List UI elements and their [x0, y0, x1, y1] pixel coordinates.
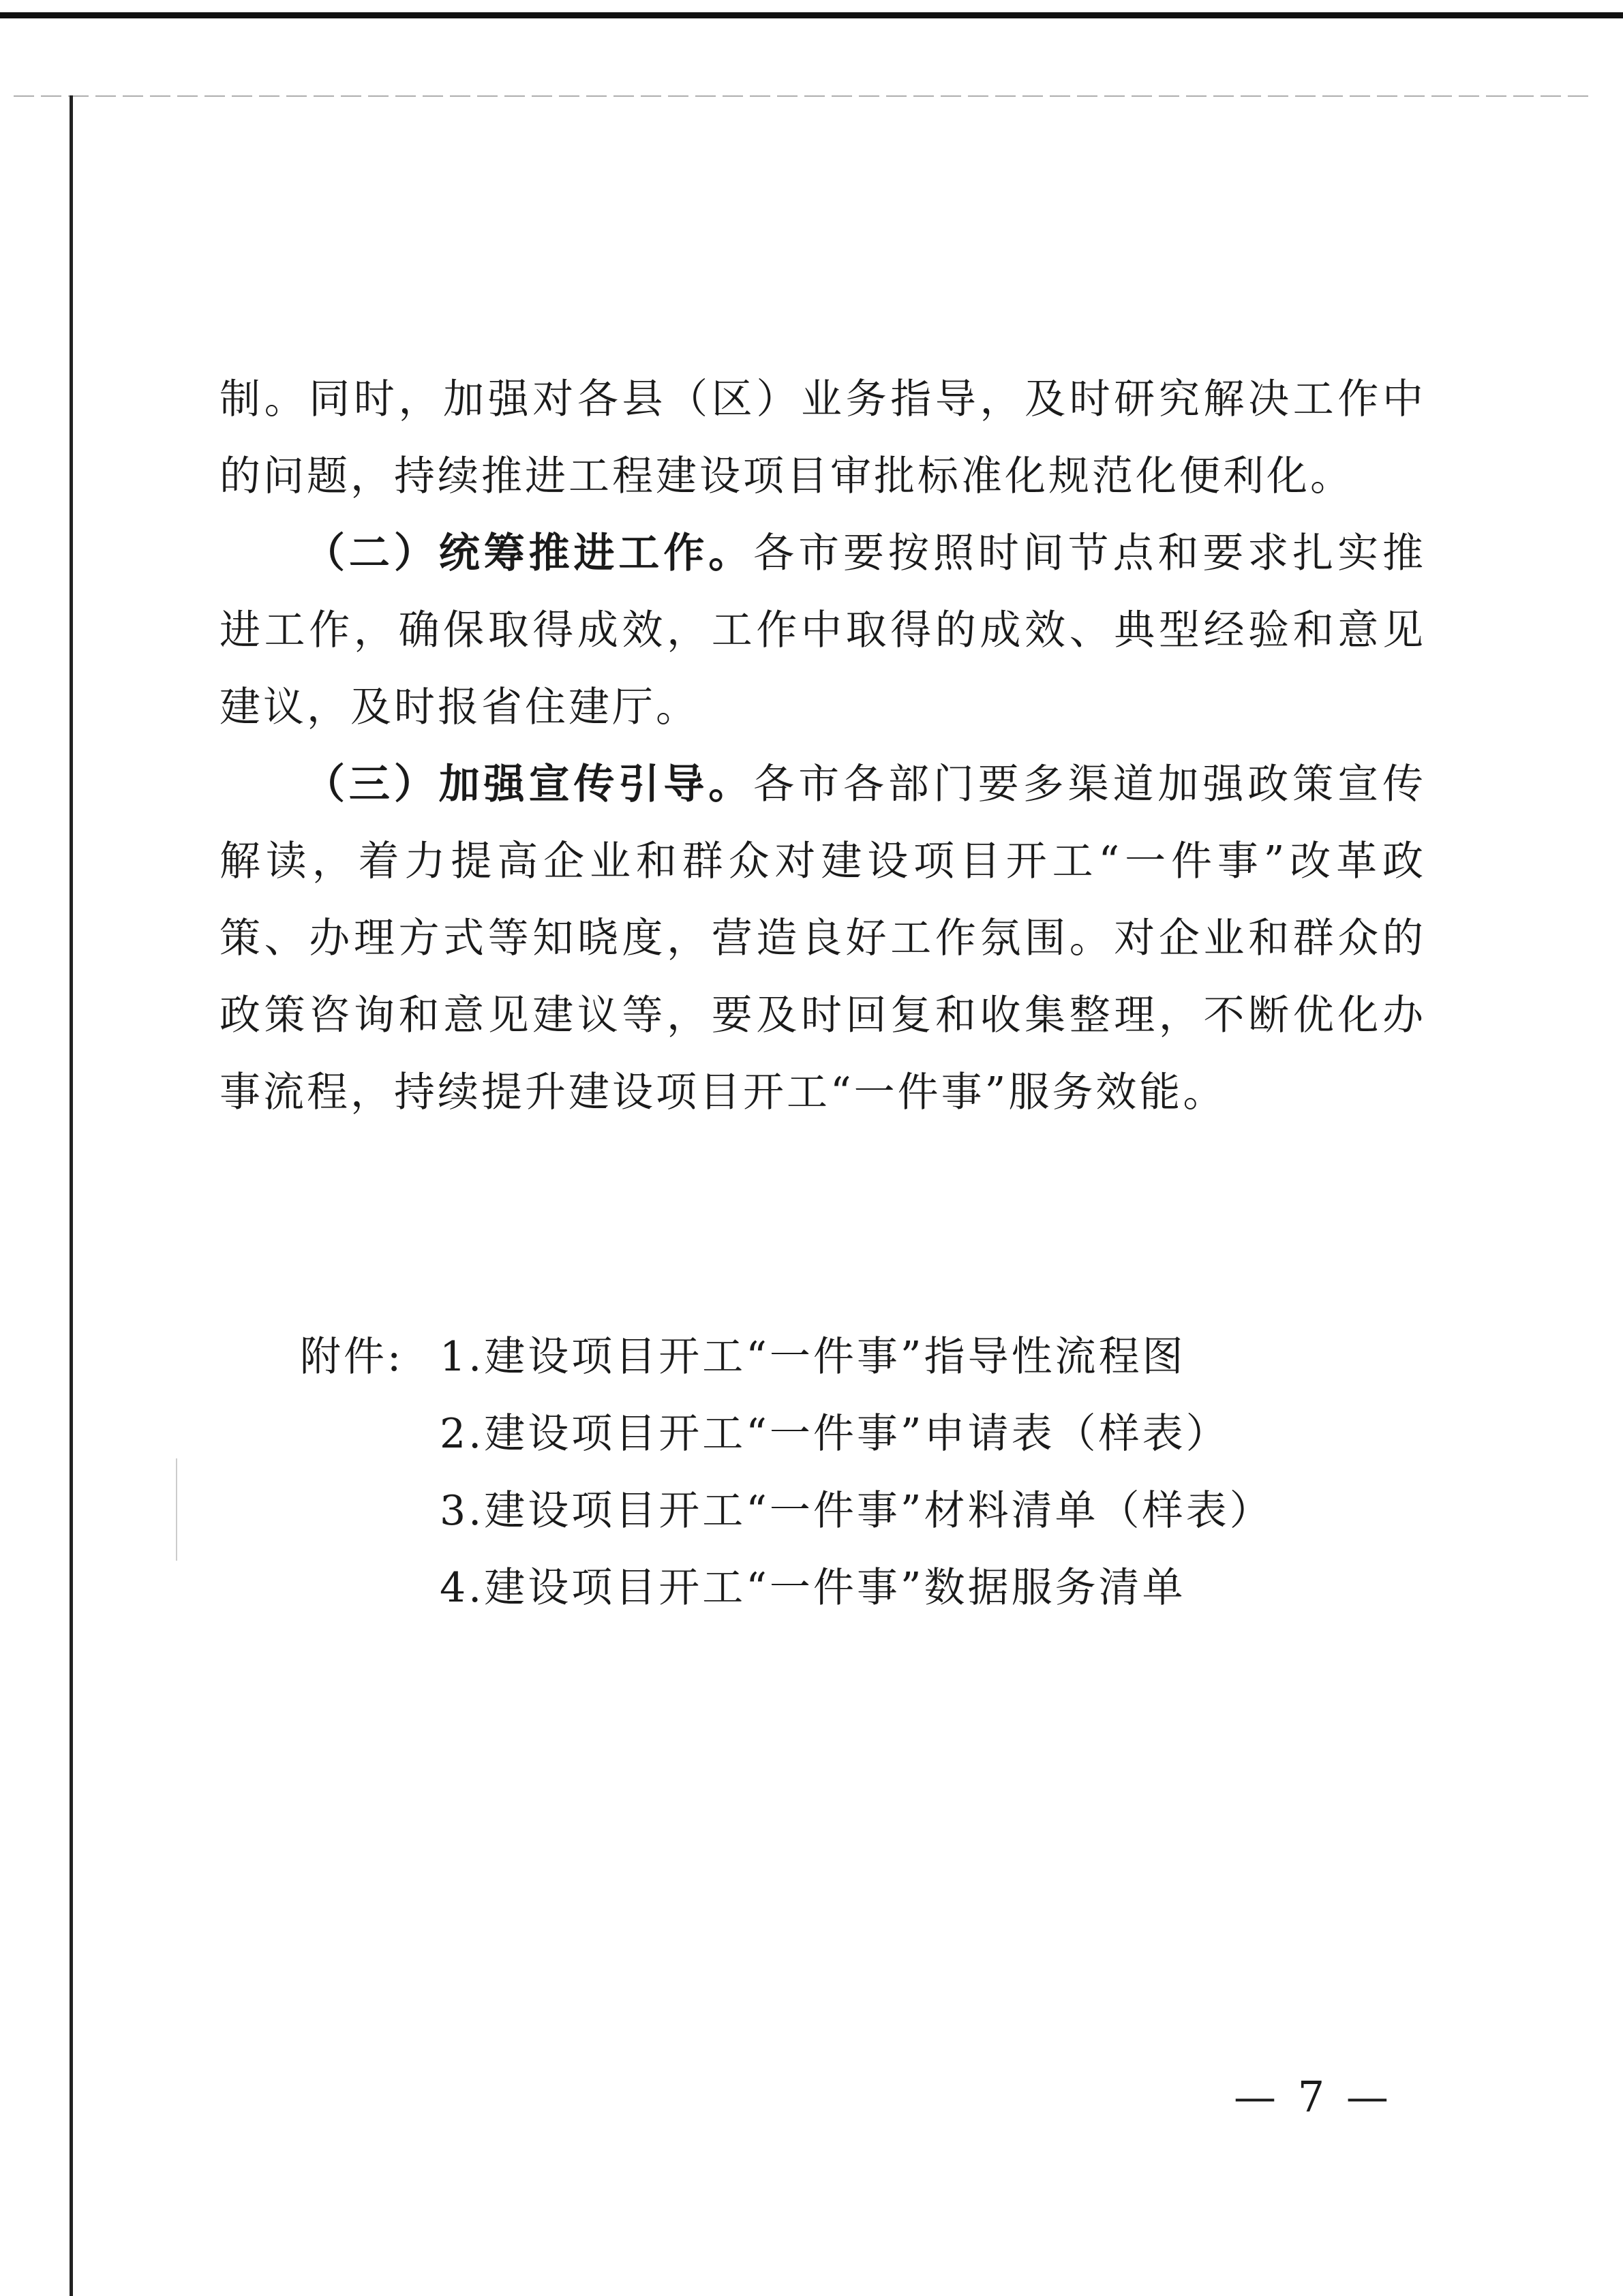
- paragraph-text: 制。同时，加强对各县（区）业务指导，及时研究解决工作中的问题，持续推进工程建设项目审批标准化规范化便利化。: [219, 376, 1426, 500]
- attachments-list: [300, 1319, 1273, 1627]
- attachment-row: [300, 1396, 1273, 1473]
- attachment-row: [300, 1550, 1273, 1627]
- attachment-item: 2.建设项目开工“一件事”申请表（样表）: [440, 1410, 1230, 1458]
- scan-faint-mark: [176, 1458, 177, 1561]
- scan-top-border: [0, 12, 1623, 18]
- section-heading: （三）加强宣传引导。: [304, 761, 754, 808]
- attachment-row: [300, 1473, 1273, 1550]
- attachments-label: 附件:: [300, 1333, 404, 1381]
- paragraph-coordinate-work: [219, 515, 1426, 746]
- paragraph-publicity: [219, 746, 1426, 1131]
- paragraph-text: 各市各部门要多渠道加强政策宣传解读，着力提高企业和群众对建设项目开工“一件事”改革政策、办理方式等知晓度，营造良好工作氛围。对企业和群众的政策咨询和意见建议等，要及时回复和收集整理，不断优化办事流程，持续提升建设项目开工“一件事”服务效能。: [219, 761, 1427, 1116]
- attachment-item: 1.建设项目开工“一件事”指导性流程图: [440, 1333, 1186, 1381]
- document-body: [219, 361, 1426, 1131]
- section-heading: （二）统筹推进工作。: [304, 530, 754, 577]
- paragraph-continuation: [219, 361, 1426, 515]
- attachment-item: 4.建设项目开工“一件事”数据服务清单: [440, 1564, 1186, 1612]
- page-number: — 7 —: [1234, 2072, 1393, 2122]
- attachment-row: [300, 1319, 1273, 1396]
- scan-header-line: [14, 95, 1595, 97]
- attachment-item: 3.建设项目开工“一件事”材料清单（样表）: [440, 1487, 1273, 1535]
- scan-left-edge: [70, 95, 73, 2296]
- paragraph-text: 各市要按照时间节点和要求扎实推进工作，确保取得成效，工作中取得的成效、典型经验和意见建议，及时报省住建厅。: [219, 530, 1427, 731]
